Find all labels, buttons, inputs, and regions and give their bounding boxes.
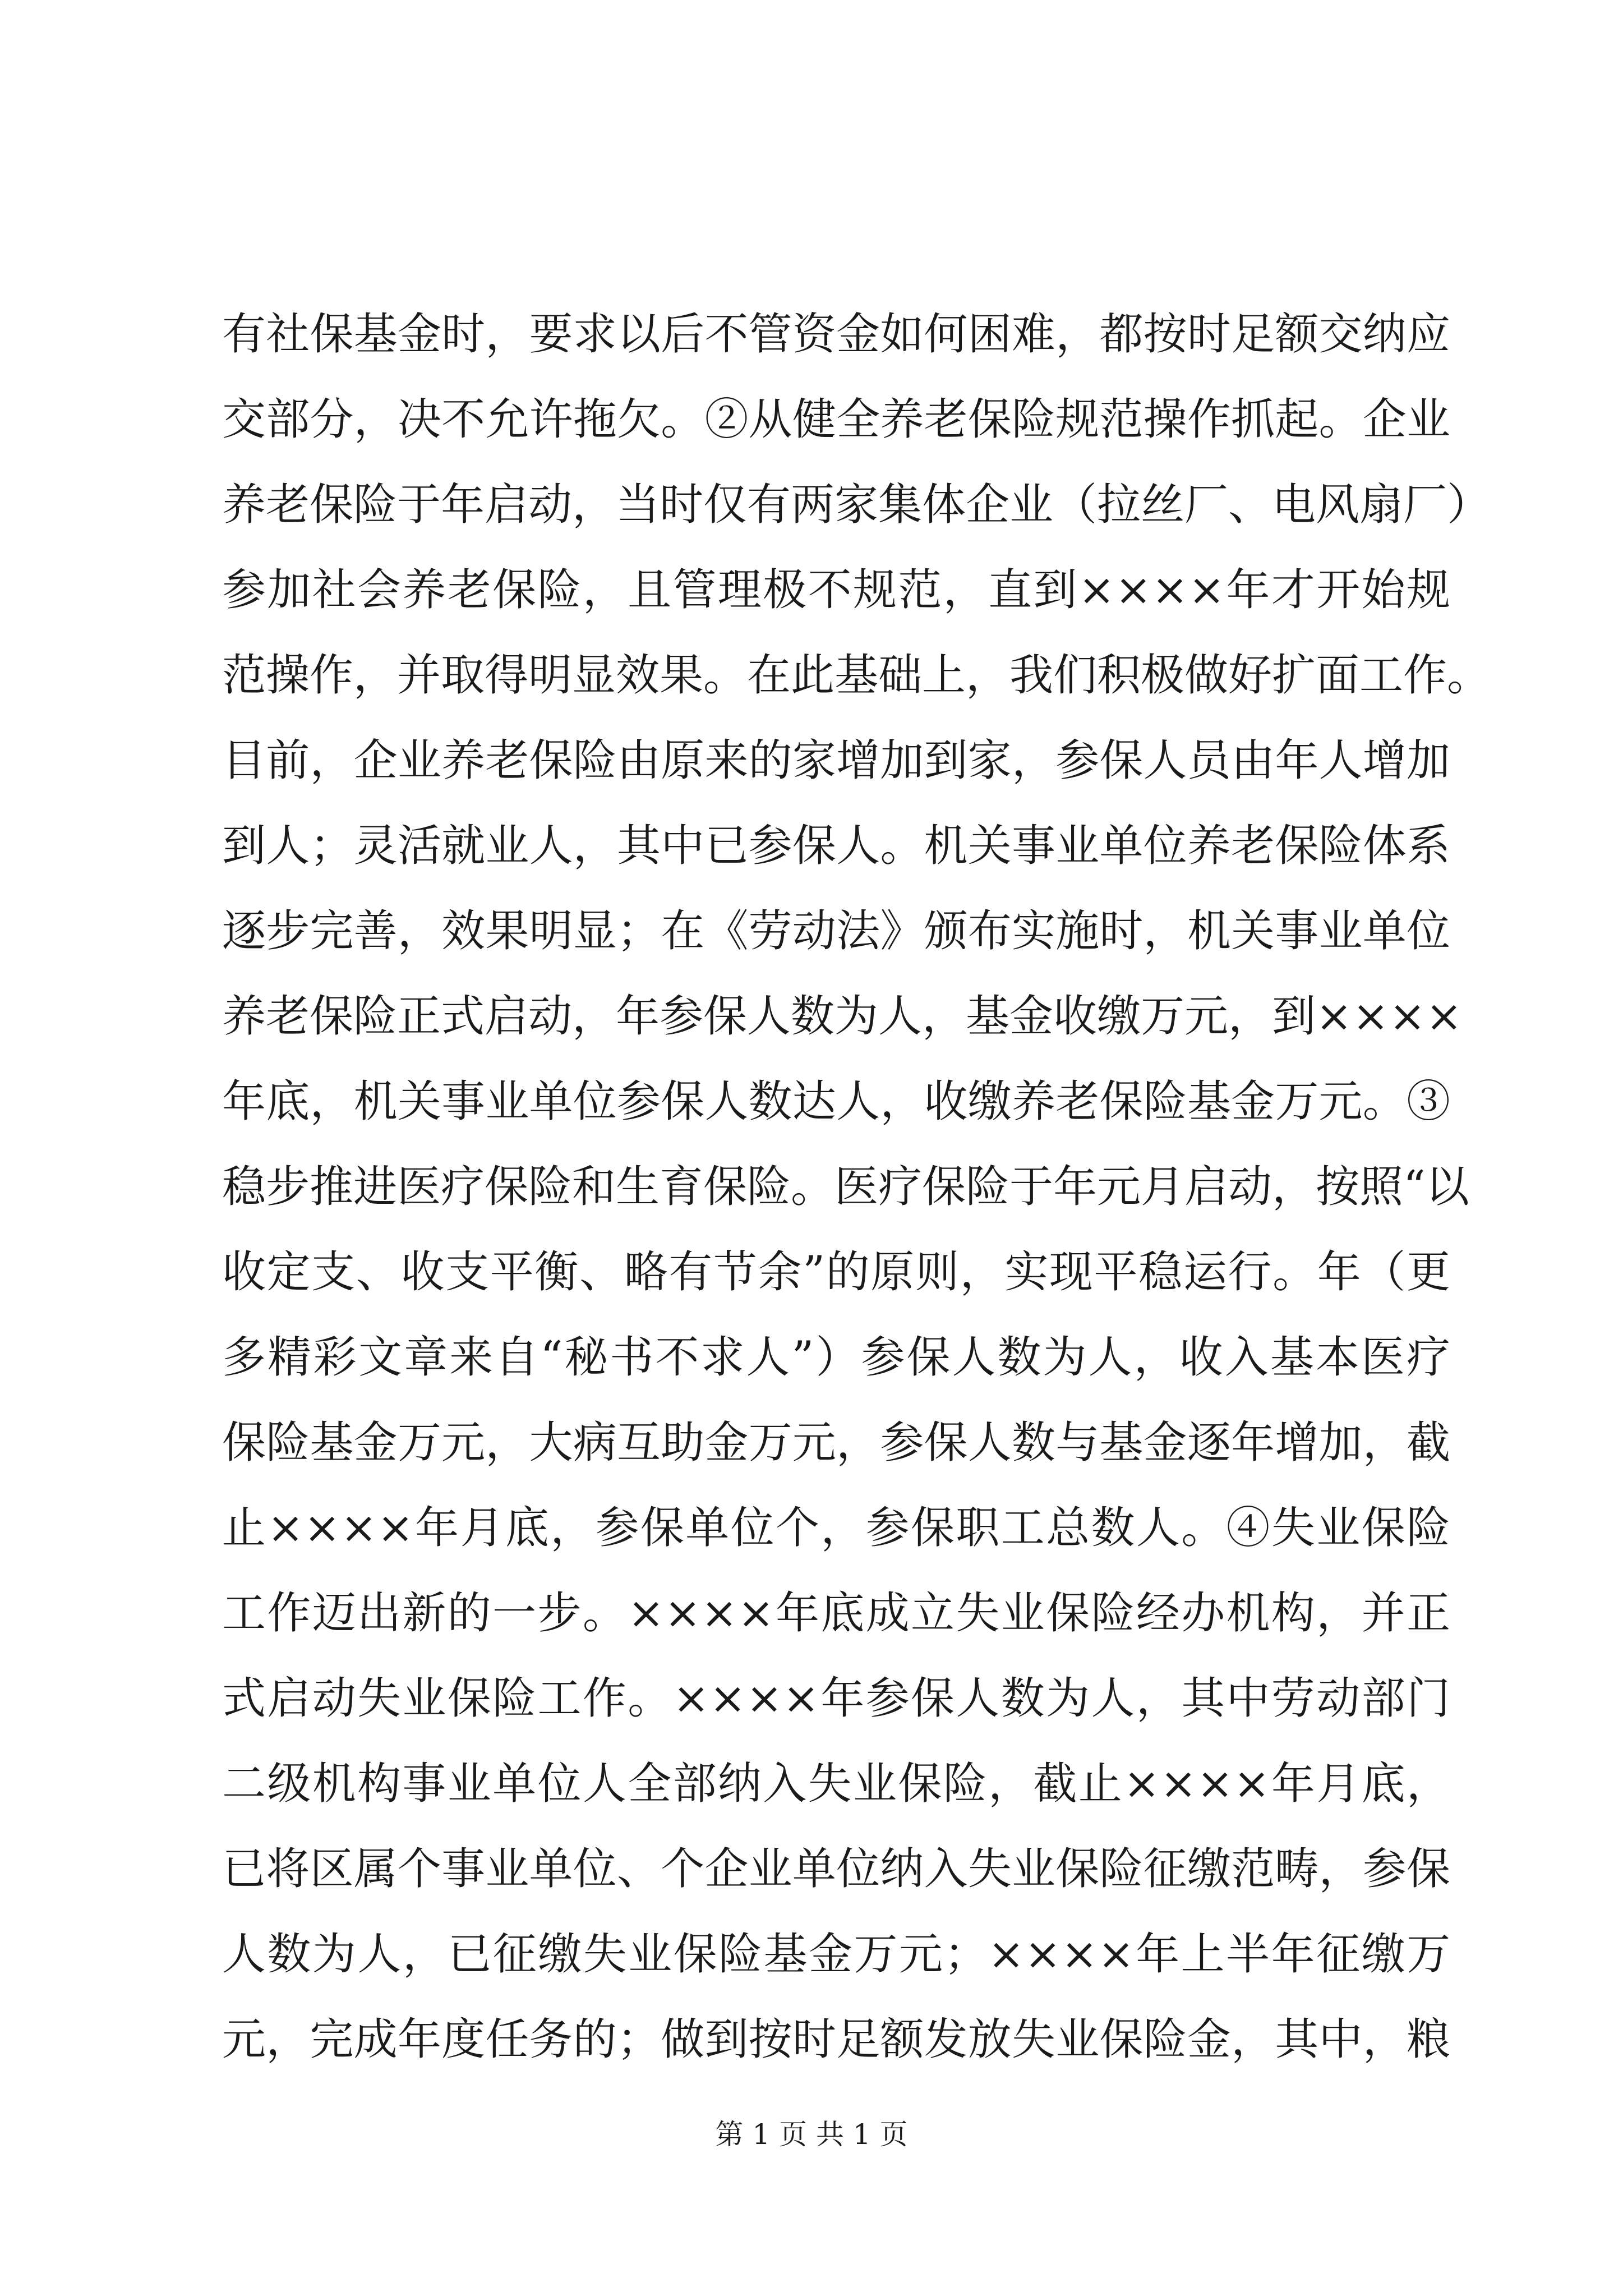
text-line: 稳步推进医疗保险和生育保险。医疗保险于年元月启动，按照“以 xyxy=(222,1162,1469,1212)
text-line: 多精彩文章来自“秘书不求人”）参保人数为人，收入基本医疗 xyxy=(222,1332,1450,1383)
text-line: 到人；灵活就业人，其中已参保人。机关事业单位养老保险体系 xyxy=(222,821,1450,871)
text-line: 已将区属个事业单位、个企业单位纳入失业保险征缴范畴，参保 xyxy=(222,1844,1450,1894)
text-line: 养老保险于年启动，当时仅有两家集体企业（拉丝厂、电风扇厂） xyxy=(222,480,1491,530)
text-line: 范操作，并取得明显效果。在此基础上，我们积极做好扩面工作。 xyxy=(222,650,1491,701)
text-line: 保险基金万元，大病互助金万元，参保人数与基金逐年增加，截 xyxy=(222,1418,1450,1468)
text-line: 元，完成年度任务的；做到按时足额发放失业保险金，其中，粮 xyxy=(222,2014,1450,2065)
text-line: 式启动失业保险工作。××××年参保人数为人，其中劳动部门 xyxy=(222,1673,1450,1724)
text-line: 参加社会养老保险，且管理极不规范，直到××××年才开始规 xyxy=(222,565,1450,615)
text-line: 二级机构事业单位人全部纳入失业保险，截止××××年月底， xyxy=(222,1759,1450,1809)
text-line: 工作迈出新的一步。××××年底成立失业保险经办机构，并正 xyxy=(222,1588,1450,1639)
text-line: 止××××年月底，参保单位个，参保职工总数人。④失业保险 xyxy=(222,1503,1450,1553)
text-line: 目前，企业养老保险由原来的家增加到家，参保人员由年人增加 xyxy=(222,735,1450,786)
text-line: 养老保险正式启动，年参保人数为人，基金收缴万元，到×××× xyxy=(222,991,1463,1042)
text-line: 收定支、收支平衡、略有节余”的原则，实现平稳运行。年（更 xyxy=(222,1247,1450,1297)
text-line: 人数为人，已征缴失业保险基金万元；××××年上半年征缴万 xyxy=(222,1929,1450,1980)
text-line: 交部分，决不允许拖欠。②从健全养老保险规范操作抓起。企业 xyxy=(222,394,1450,445)
text-line: 年底，机关事业单位参保人数达人，收缴养老保险基金万元。③ xyxy=(222,1076,1450,1127)
body-text xyxy=(222,292,1491,2082)
text-line: 有社保基金时，要求以后不管资金如何困难，都按时足额交纳应 xyxy=(222,309,1450,360)
text-line: 逐步完善，效果明显；在《劳动法》颁布实施时，机关事业单位 xyxy=(222,906,1450,956)
page-footer: 第 1 页 共 1 页 xyxy=(715,2118,908,2151)
